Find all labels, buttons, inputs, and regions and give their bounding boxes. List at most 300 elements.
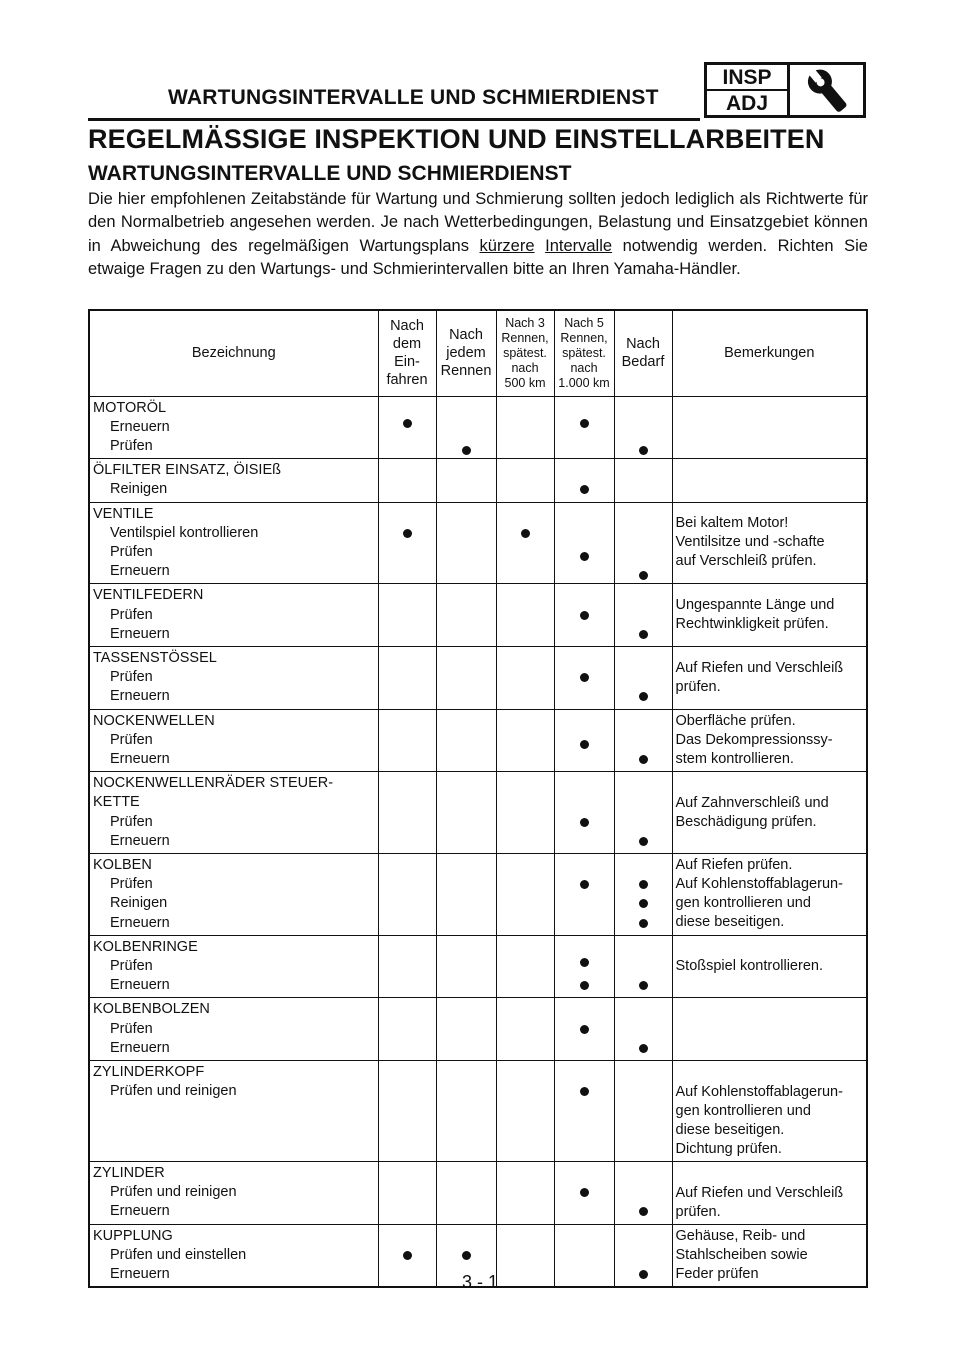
interval-line — [615, 1000, 672, 1019]
remarks-text: prüfen. — [675, 1203, 721, 1220]
item-action: Erneuern — [110, 688, 170, 705]
table-row — [89, 998, 867, 1061]
interval-line — [437, 668, 496, 687]
interval-line — [437, 606, 496, 625]
interval-line — [615, 1227, 672, 1246]
interval-line — [615, 505, 672, 524]
interval-cell — [614, 1061, 672, 1162]
badge-top-text: INSP — [707, 65, 787, 91]
interval-line — [379, 1101, 436, 1120]
interval-line — [379, 875, 436, 894]
item-action: Prüfen — [110, 669, 153, 686]
interval-cell — [378, 646, 436, 709]
interval-cell — [436, 646, 496, 709]
interval-cell — [436, 584, 496, 647]
interval-line — [615, 543, 672, 562]
bullet-icon — [580, 818, 589, 827]
header-title: WARTUNGSINTERVALLE UND SCHMIERDIENST — [168, 86, 659, 109]
interval-line — [555, 414, 614, 433]
interval-line — [615, 566, 672, 585]
interval-line — [379, 894, 436, 913]
bullet-icon — [639, 981, 648, 990]
column-header-text-line: 1.000 km — [558, 375, 610, 390]
column-header-text-line: dem — [392, 336, 422, 353]
interval-line — [615, 480, 672, 499]
remarks-text: Auf Riefen prüfen. — [675, 857, 793, 874]
interval-line — [497, 1164, 554, 1183]
column-header — [672, 310, 867, 396]
interval-cell — [378, 935, 436, 998]
item-cell — [89, 1162, 378, 1225]
interval-line — [555, 1020, 614, 1039]
intro-underline-intervalle: Intervalle — [545, 236, 613, 255]
item-cell — [89, 709, 378, 772]
remarks-text: Auf Kohlenstoffablagerun- — [675, 1084, 843, 1101]
interval-line — [379, 774, 436, 793]
interval-line — [615, 894, 672, 913]
interval-line — [555, 1202, 614, 1221]
interval-cell — [614, 853, 672, 935]
interval-line — [555, 505, 614, 524]
interval-line — [379, 505, 436, 524]
interval-line — [437, 813, 496, 832]
interval-line — [497, 1202, 554, 1221]
remarks-text: Beschädigung prüfen. — [675, 813, 817, 830]
interval-line — [615, 606, 672, 625]
interval-line — [615, 441, 672, 460]
interval-line — [437, 1202, 496, 1221]
item-action: Prüfen — [110, 606, 153, 623]
interval-line — [379, 606, 436, 625]
interval-line — [379, 976, 436, 995]
interval-line — [615, 399, 672, 418]
interval-line — [379, 414, 436, 433]
interval-line — [615, 1020, 672, 1039]
interval-line — [615, 1039, 672, 1058]
interval-line — [437, 1183, 496, 1202]
bullet-icon — [462, 1251, 471, 1260]
interval-cell — [436, 935, 496, 998]
item-cell — [89, 998, 378, 1061]
remarks-cell — [672, 998, 867, 1061]
interval-line — [437, 1063, 496, 1082]
interval-line — [555, 914, 614, 933]
interval-line — [555, 1140, 614, 1159]
interval-cell — [378, 1162, 436, 1225]
interval-line — [379, 1140, 436, 1159]
interval-line — [497, 793, 554, 812]
interval-line — [615, 976, 672, 995]
interval-line — [437, 976, 496, 995]
remarks-cell — [672, 502, 867, 584]
wrench-icon — [790, 65, 863, 115]
interval-line — [555, 793, 614, 812]
column-header-text-line: Bemerkungen — [724, 345, 815, 362]
interval-line — [555, 774, 614, 793]
interval-line — [497, 938, 554, 957]
remarks-text: Rechtwinkligkeit prüfen. — [675, 616, 829, 633]
remarks-cell — [672, 459, 867, 502]
interval-line — [437, 957, 496, 976]
interval-cell — [378, 1061, 436, 1162]
remarks-text: Bei kaltem Motor! — [675, 515, 789, 532]
table-row — [89, 772, 867, 854]
column-header-text-line: 500 km — [504, 375, 546, 390]
interval-line — [437, 1101, 496, 1120]
item-name: KOLBENRINGE — [93, 938, 198, 955]
interval-line — [615, 687, 672, 706]
interval-line — [437, 1246, 496, 1265]
interval-line — [497, 976, 554, 995]
interval-line — [379, 562, 436, 581]
interval-cell — [614, 502, 672, 584]
interval-cell — [614, 396, 672, 459]
bullet-icon — [403, 1251, 412, 1260]
item-action: Prüfen — [110, 437, 153, 454]
interval-line — [497, 625, 554, 644]
interval-line — [379, 731, 436, 750]
interval-cell — [614, 772, 672, 854]
interval-cell — [554, 772, 614, 854]
interval-line — [615, 1121, 672, 1140]
bullet-icon — [639, 446, 648, 455]
bullet-icon — [521, 529, 530, 538]
interval-line — [437, 480, 496, 499]
bullet-icon — [639, 899, 648, 908]
interval-cell — [496, 646, 554, 709]
interval-cell — [436, 772, 496, 854]
item-action: Prüfen — [110, 813, 153, 830]
interval-line — [379, 712, 436, 731]
item-action: Reinigen — [110, 895, 168, 912]
item-name: ZYLINDERKOPF — [93, 1064, 205, 1080]
interval-line — [437, 938, 496, 957]
interval-line — [555, 894, 614, 913]
interval-line — [615, 1101, 672, 1120]
interval-cell — [554, 502, 614, 584]
remarks-text: Auf Riefen und Verschleiß — [675, 659, 844, 676]
interval-line — [555, 437, 614, 456]
interval-cell — [378, 709, 436, 772]
column-header-text-line: Bezeichnung — [191, 345, 276, 362]
bullet-icon — [639, 919, 648, 928]
interval-line — [437, 875, 496, 894]
intro-paragraph — [88, 188, 868, 282]
column-header-text-line: Nach 3 — [505, 315, 545, 330]
remarks-text: gen kontrollieren und — [675, 895, 811, 912]
interval-line — [437, 687, 496, 706]
interval-line — [437, 399, 496, 418]
bullet-icon — [639, 1044, 648, 1053]
item-name: VENTILFEDERN — [93, 587, 204, 604]
interval-line — [379, 524, 436, 543]
table-row — [89, 584, 867, 647]
interval-line — [497, 856, 554, 875]
column-header-text-line: spätest. — [562, 345, 606, 360]
remarks-cell — [672, 1162, 867, 1225]
interval-line — [437, 505, 496, 524]
interval-cell — [554, 396, 614, 459]
interval-line — [615, 418, 672, 437]
interval-cell — [554, 709, 614, 772]
interval-cell — [554, 998, 614, 1061]
interval-line — [379, 856, 436, 875]
interval-line — [615, 957, 672, 976]
interval-line — [497, 894, 554, 913]
interval-line — [437, 894, 496, 913]
interval-line — [497, 1183, 554, 1202]
interval-line — [379, 832, 436, 851]
interval-cell — [614, 998, 672, 1061]
column-header-text-line: fahren — [386, 372, 428, 389]
bullet-icon — [580, 958, 589, 967]
bullet-icon — [639, 1207, 648, 1216]
column-header-text-line: Nach — [390, 318, 424, 335]
interval-cell — [554, 853, 614, 935]
interval-line — [379, 586, 436, 605]
remarks-text: Ungespannte Länge und — [675, 597, 835, 614]
interval-cell — [436, 1061, 496, 1162]
interval-line — [437, 1082, 496, 1101]
interval-line — [615, 731, 672, 750]
interval-line — [379, 1000, 436, 1019]
interval-line — [555, 712, 614, 731]
interval-cell — [614, 459, 672, 502]
badge-bottom-text: ADJ — [725, 91, 768, 115]
remarks-text: Oberfläche prüfen. — [675, 712, 796, 729]
remarks-text: diese beseitigen. — [675, 914, 785, 931]
interval-line — [497, 1121, 554, 1140]
interval-line — [497, 731, 554, 750]
item-cell — [89, 396, 378, 459]
interval-cell — [554, 459, 614, 502]
item-name: TASSENSTÖSSEL — [93, 649, 217, 666]
interval-line — [437, 750, 496, 769]
table-row — [89, 646, 867, 709]
interval-line — [437, 793, 496, 812]
interval-line — [555, 649, 614, 668]
table-row — [89, 1061, 867, 1162]
interval-line — [555, 1063, 614, 1082]
remarks-text: Das Dekompressionssy- — [675, 731, 833, 748]
interval-line — [437, 832, 496, 851]
interval-line — [379, 1063, 436, 1082]
interval-line — [497, 1063, 554, 1082]
item-action: Erneuern — [110, 1039, 170, 1056]
interval-line — [497, 461, 554, 480]
interval-cell — [496, 709, 554, 772]
item-name: KETTE — [93, 794, 140, 811]
interval-line — [497, 914, 554, 933]
interval-cell — [496, 1162, 554, 1225]
bullet-icon — [580, 673, 589, 682]
interval-line — [555, 856, 614, 875]
remarks-text: gen kontrollieren und — [675, 1103, 811, 1120]
column-header — [378, 310, 436, 396]
bullet-icon — [580, 485, 589, 494]
interval-line — [555, 832, 614, 851]
interval-line — [497, 1227, 554, 1246]
interval-line — [437, 1164, 496, 1183]
remarks-text: Stoßspiel kontrollieren. — [675, 958, 823, 975]
interval-line — [497, 1101, 554, 1120]
column-header-text-line: Rennen — [440, 363, 492, 380]
interval-cell — [614, 709, 672, 772]
bullet-icon — [639, 692, 648, 701]
interval-cell — [378, 584, 436, 647]
interval-line — [437, 712, 496, 731]
item-cell — [89, 853, 378, 935]
remarks-text: Auf Zahnverschleiß und — [675, 794, 829, 811]
interval-line — [379, 1121, 436, 1140]
item-action: Erneuern — [110, 1203, 170, 1220]
bullet-icon — [462, 446, 471, 455]
interval-line — [615, 1183, 672, 1202]
interval-line — [497, 437, 554, 456]
item-name: VENTILE — [93, 505, 154, 522]
item-name: KUPPLUNG — [93, 1227, 173, 1244]
interval-line — [555, 813, 614, 832]
interval-line — [615, 1164, 672, 1183]
interval-cell — [614, 1162, 672, 1225]
item-action: Reinigen — [110, 481, 168, 498]
item-cell — [89, 584, 378, 647]
bullet-icon — [580, 552, 589, 561]
maintenance-table — [88, 309, 868, 1288]
interval-line — [379, 914, 436, 933]
interval-line — [555, 625, 614, 644]
page-number: 3 - 1 — [461, 1272, 499, 1292]
table-row — [89, 502, 867, 584]
column-header — [554, 310, 614, 396]
section-heading: WARTUNGSINTERVALLE UND SCHMIERDIENST — [88, 162, 572, 185]
column-header — [89, 310, 378, 396]
item-action: Prüfen — [110, 876, 153, 893]
column-header-text-line: Bedarf — [621, 354, 665, 371]
interval-line — [379, 813, 436, 832]
interval-line — [555, 461, 614, 480]
column-header-text-line: spätest. — [503, 345, 547, 360]
interval-line — [497, 524, 554, 543]
interval-line — [437, 914, 496, 933]
remarks-text: diese beseitigen. — [675, 1122, 785, 1139]
interval-line — [615, 461, 672, 480]
column-header-text-line: Nach — [449, 327, 483, 344]
interval-line — [615, 774, 672, 793]
interval-line — [615, 875, 672, 894]
interval-line — [497, 562, 554, 581]
item-action: Erneuern — [110, 750, 170, 767]
header-rule — [88, 118, 700, 121]
column-header-text-line: nach — [570, 360, 598, 375]
item-action: Prüfen — [110, 957, 153, 974]
interval-cell — [496, 1061, 554, 1162]
remarks-text: Gehäuse, Reib- und — [675, 1227, 806, 1244]
intro-part-2: notwendig werden. Richten Sie etwaige Fragen zu den Wartungs- und Schmierintervallen bitte an Ihren Yamaha-Händler. — [88, 236, 868, 279]
spacer-line — [93, 1101, 375, 1120]
item-action: Prüfen und einstellen — [110, 1246, 247, 1263]
interval-line — [615, 586, 672, 605]
remarks-cell — [672, 646, 867, 709]
interval-line — [437, 731, 496, 750]
table-row — [89, 396, 867, 459]
remarks-text: auf Verschleiß prüfen. — [675, 553, 817, 570]
interval-line — [497, 399, 554, 418]
item-name: NOCKENWELLENRÄDER STEUER- — [93, 775, 334, 792]
bullet-icon — [580, 1025, 589, 1034]
interval-line — [379, 1039, 436, 1058]
remarks-text: prüfen. — [675, 678, 721, 695]
interval-line — [615, 1140, 672, 1159]
interval-line — [497, 606, 554, 625]
remarks-cell — [672, 584, 867, 647]
interval-line — [379, 1183, 436, 1202]
bullet-icon — [403, 529, 412, 538]
interval-line — [555, 547, 614, 566]
interval-line — [497, 1246, 554, 1265]
bullet-icon — [639, 880, 648, 889]
interval-line — [379, 1227, 436, 1246]
interval-line — [555, 606, 614, 625]
interval-line — [379, 625, 436, 644]
bullet-icon — [580, 611, 589, 620]
item-name: MOTORÖL — [93, 399, 167, 416]
interval-line — [555, 976, 614, 995]
interval-line — [437, 774, 496, 793]
item-action: Prüfen — [110, 731, 153, 748]
column-header — [614, 310, 672, 396]
interval-line — [555, 668, 614, 687]
column-header-text-line: Ein- — [394, 354, 420, 371]
item-cell — [89, 459, 378, 502]
interval-line — [497, 505, 554, 524]
intro-part-1: Die hier empfohlenen Zeitabstände für Wartung und Schmierung sollten jedoch lediglich als Richtwerte für den Normalbetrieb angesehen werden. Je nach Wetterbedingungen, Belastung und Einsatzgebiet können in Abweichung des regelmäßigen Wartungsplans — [88, 190, 868, 255]
interval-line — [497, 687, 554, 706]
intro-underline-kuerzere: kürzere — [479, 236, 535, 255]
item-cell — [89, 502, 378, 584]
interval-line — [437, 625, 496, 644]
remarks-cell — [672, 772, 867, 854]
remarks-text: Feder prüfen — [675, 1265, 759, 1282]
bullet-icon — [639, 571, 648, 580]
spacer-line — [93, 1140, 375, 1159]
interval-cell — [436, 459, 496, 502]
insp-adj-badge — [704, 62, 866, 118]
interval-line — [497, 1000, 554, 1019]
remarks-text: Auf Riefen und Verschleiß — [675, 1184, 844, 1201]
interval-line — [379, 1246, 436, 1265]
column-header-text-line: nach — [511, 360, 539, 375]
remarks-text: Stahlscheiben sowie — [675, 1246, 808, 1263]
table-header-row — [89, 310, 867, 396]
interval-line — [555, 735, 614, 754]
interval-line — [437, 1000, 496, 1019]
remarks-cell — [672, 935, 867, 998]
interval-line — [497, 1039, 554, 1058]
interval-line — [437, 524, 496, 543]
interval-line — [497, 480, 554, 499]
interval-cell — [496, 502, 554, 584]
interval-cell — [496, 772, 554, 854]
item-name: ZYLINDER — [93, 1165, 165, 1182]
interval-cell — [614, 646, 672, 709]
interval-line — [437, 1140, 496, 1159]
interval-line — [615, 524, 672, 543]
interval-cell — [378, 853, 436, 935]
item-cell — [89, 935, 378, 998]
bullet-icon — [580, 880, 589, 889]
interval-line — [497, 543, 554, 562]
